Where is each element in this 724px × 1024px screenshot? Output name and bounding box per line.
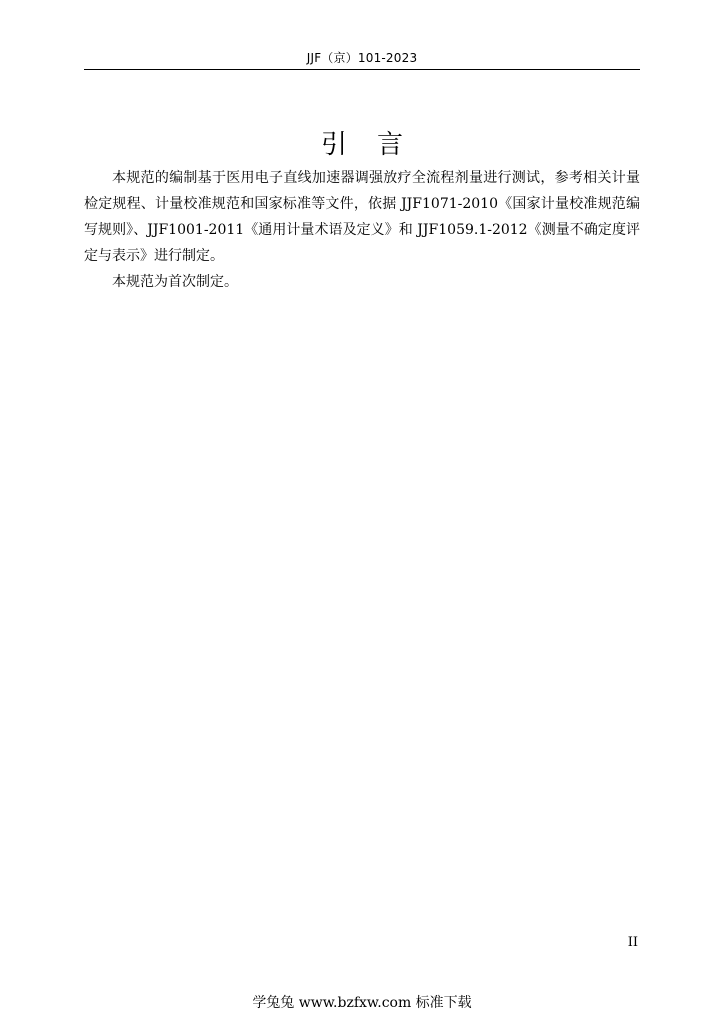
watermark-footer: 学兔兔 www.bzfxw.com 标准下载 (252, 995, 472, 1011)
page-title: 引言 (320, 130, 433, 160)
running-header: JJF（京）101-2023 (306, 51, 418, 65)
page-number: II (627, 935, 638, 950)
document-body (84, 165, 640, 295)
first-edition-paragraph: 本规范为首次制定。 (112, 274, 238, 290)
header-divider (84, 69, 640, 70)
introduction-paragraph: 本规范的编制基于医用电子直线加速器调强放疗全流程剂量进行测试，参考相关计量检定规程、计量校准规范和国家标准等文件，依据 JJF1071-2010《国家计量校准规范编写规则》、JJF1001-2011《通用计量术语及定义》和 JJF1059.1-2012《测量不确定度评定与表示》进行制定。 (84, 170, 640, 264)
